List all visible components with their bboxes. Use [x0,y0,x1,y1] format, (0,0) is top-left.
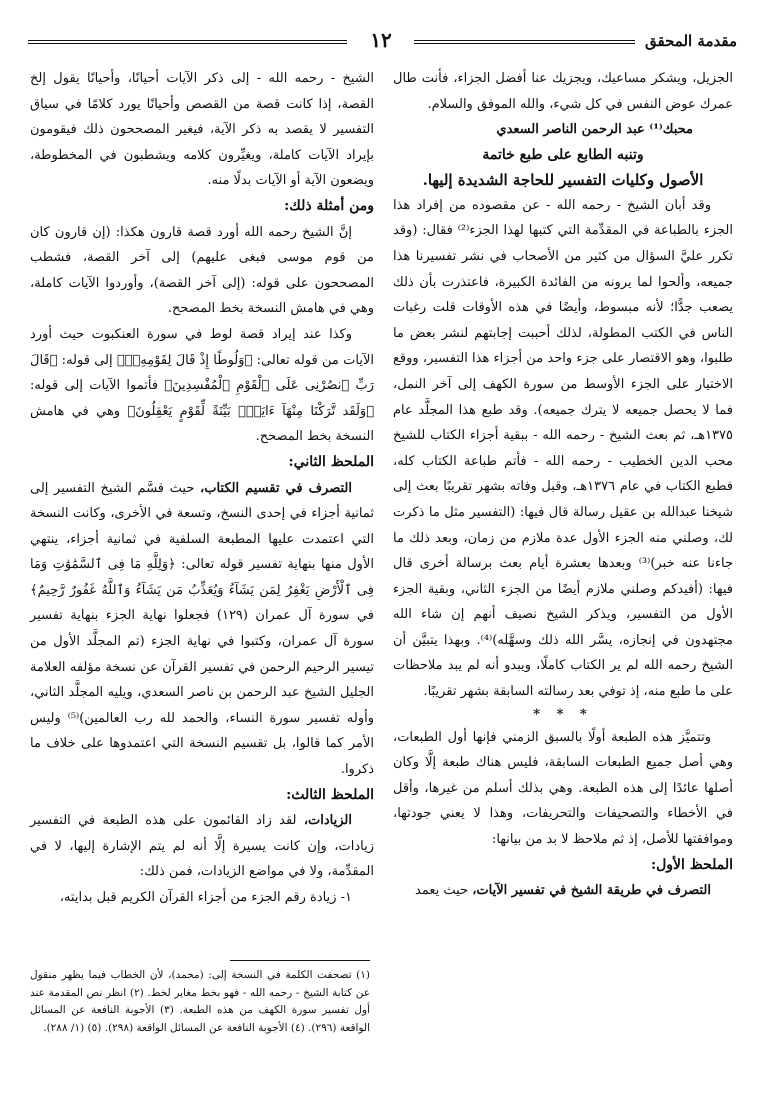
right-column [393,66,733,904]
paragraph-2: إنَّ الشيخ رحمه الله أورد قصة قارون هكذا: (إن قارون كان من قوم موسى فبغى عليهم) إلى آخر القصة، فشطب المصححون على قوله: (إلى آخر القصة)، وأوردوا الآيات كاملة، وهي في هامش النسخة بخط المصحح. [30,224,374,317]
section-title-line2: الأصول وكليات التفسير للحاجة الشديدة إليها. [422,170,704,189]
note3-lead: الزيادات، [303,813,352,829]
note1-lead: التصرف في طريقة الشيخ في تفسير الآيات، [472,883,711,899]
header-rule-right [414,40,635,44]
note2-paragraph [30,476,374,783]
footnote-rule [230,960,370,961]
left-column [30,66,374,911]
examples-heading: ومن أمثلة ذلك: [284,197,374,214]
footnote-text: (١) تصحفت الكلمة في النسخة إلى: (محمد)، لأن الخطاب فيما يظهر منقول عن كتابة الشيخ - رحمه الله - فهو بخط مغاير لخط. (٢) انظر نص المقدمة عند أول تفسير سورة الكهف من هذه الطبعة. (٣) الأجوبة النافعة عن المسائل الواقعة (٢٩٦). (٤) الأجوبة النافعة عن المسائل الواقعة (٢٩٨). (٥) (١/ ٢٨٨). [30,969,371,1034]
header-rule-left [28,40,347,44]
paragraph-features: وتتميَّز هذه الطبعة أولًا بالسبق الزمني فإنها أول الطبعات، وهي أصل جميع الطبعات السابقة، فليس هناك طبعة إلَّا وكان أصلها عائدًا إلى هذه الطبعة. وهي بذلك أسلم من غيرها، وأقل في الأخطاء والتصحيفات والتحريفات، وهذا لا يعني جودتها، وموافقتها للأصل، إذ ثم ملاحظ لا بد من بيانها: [393,729,733,848]
paragraph-main: وقد أبان الشيخ - رحمه الله - عن مقصوده من إفراد هذا الجزء بالطباعة في المقدِّمة التي كتبها لهذا الجزء⁽²⁾ فقال: (وقد تكرر عليَّ السؤال من كثير من الأصحاب في نشر تفسيرنا هذا جميعه، وألحوا لما يرونه من الفائدة الكبيرة، فاعتذرت بأن ذلك يصعب جدًّا؛ لأنه مبسوط، وأيضًا في هذه الأوقات قلت رغبات الناس في الكتب المطولة، لذلك أحببت إجابتهم لنشر بعض ما طلبوا، وهو الاقتصار على جزء واحد من أجزاء هذا التفسير، ووقع الاختيار على الجزء الأوسط من سورة الكهف إلى آخر النمل، فما لا يحصل جميعه لا يترك جميعه). وقد طبع هذا المجلَّد عام ١٣٧٥هـ، ثم بعث الشيخ - رحمه الله - ببقية أجزاء الكتاب للشيخ محب الدين الخطيب - رحمه الله - فأتم طباعة الكتاب كله، فطبع الكتاب في عام ١٣٧٦هـ، وقبل وفاته بشهر تقريبًا بعث إلى شيخنا عبدالله بن عقيل رسالة قال فيها: (التفسير مثل ما ذكرت لك، وصلني منه الجزء الأول عدة ملازم من زمان، وبعد ذلك ما جاءنا عنه خبر)⁽³⁾ وبعدها بعشرة أيام بعث برسالة أخرى قال فيها: (أفيدكم وصلني ملازم أيضًا من الجزء الثاني، وبقية الجزء الأول من التفسير، ويذكر الشيخ نصيف أنهم إن شاء الله مجتهدون في إنجازه، يسَّر الله ذلك وسهَّله)⁽⁴⁾. وبهذا يتبيَّن أن الشيخ رحمه الله لم ير الكتاب كاملًا، ويبدو أنه لم يبد ملاحظات على ما طبع منه، إذ توفي بعد رسالته السابقة بشهر تقريبًا. [393,197,733,700]
section-title-line1: وتنبه الطابع على طبع خاتمة [482,146,644,163]
note3-paragraph [30,808,374,885]
note1-heading: الملحظ الأول: [650,856,733,873]
note2-text: حيث قسَّم الشيخ التفسير إلى ثمانية أجزاء في إحدى النسخ، وتسعة في الأخرى، وكانت النسخة التي اعتمدت عليها المطبعة السلفية في ثمانية أجزاء، ينتهي الأول منها بنهاية تفسير قوله تعالى: ﴿وَلِلَّهِ مَا فِى ٱلسَّمَٰوَٰتِ وَمَا فِى ٱلْأَرْضِ يَغْفِرُ لِمَن يَشَآءُ وَيُعَذِّبُ مَن يَشَآءُ وَٱللَّهُ غَفُورٌ رَّحِيمٌ﴾ في سورة آل عمران (١٢٩) فجعلوا نهاية الجزء بنهاية تفسير سورة آل عمران، وكتبوا في نهاية الجزء (تم المجلَّد الأول من تيسير الرحيم الرحمن في تفسير القرآن عن نسخة مؤلفه العلامة الجليل الشيخ عبد الرحمن بن ناصر السعدي، ويليه المجلَّد الثاني، وأوله تفسير سورة النساء، والحمد لله رب العالمين)⁽⁵⁾ وليس الأمر كما قالوا، بل تقسيم النسخة التي اعتمدوها على خلاف ما ذكروا. [30,480,375,778]
note2-heading: الملحظ الثاني: [288,453,374,470]
paragraph-opening: الجزيل، ويشكر مساعيك، ويجزيك عنا أفضل الجزاء، فأنت طال عمرك عوض النفس في كل شيء، والله الموفق والسلام. [393,71,733,112]
note3-text: لقد زاد القائمون على هذه الطبعة في التفسير زيادات، وإن كانت يسيرة إلَّا أنه لم يتم الإشارة إليها، لا في المقدِّمة، ولا في مواضع الزيادات، فمن ذلك: [30,813,374,880]
running-title: مقدمة المحقق [645,32,737,50]
paragraph-3: وكذا عند إيراد قصة لوط في سورة العنكبوت حيث أورد الآيات من قوله تعالى: ﴿وَلُوطًا إِذْ قَالَ لِقَوْمِهِۦٓ﴾ إلى قوله: ﴿قَالَ رَبِّ ٱنصُرْنِى عَلَى ٱلْقَوْمِ ٱلْمُفْسِدِينَ﴾ فأتموا الآيات إلى قوله: ﴿وَلَقَد تَّرَكْنَا مِنْهَآ ءَايَةًۢ بَيِّنَةً لِّقَوْمٍ يَعْقِلُونَ﴾ وهي في هامش النسخة بخط المصحح. [30,326,374,445]
footnotes [30,960,370,1037]
note3-heading: الملحظ الثالث: [286,786,374,803]
paragraph-1: الشيخ - رحمه الله - إلى ذكر الآيات أحيانًا، وأحيانًا يقول إلخ القصة، إذا كانت قصة من القصص وأحيانًا يورد كلامًا في سياق التفسير لا يقصد به ذكر الآية، فيغير المصححون ذلك فيقومون بإيراد الآيات كاملة، ويغيِّرون كلامه ويشطبون في المخطوطة، ويضعون الآية أو الآيات بدلًا منه. [30,71,374,189]
section-separator: * * * [533,706,593,722]
note1-paragraph [393,878,733,904]
note1-text: حيث يعمد [415,883,473,899]
page-header [28,28,737,54]
list-item-1: ١- زيادة رقم الجزء من أجزاء القرآن الكريم قبل بدايته، [59,890,352,905]
signature: محبك⁽¹⁾ عبد الرحمن الناصر السعدي [496,122,693,138]
page-number: ١٢ [370,28,392,52]
note2-lead: التصرف في تقسيم الكتاب، [200,480,352,496]
